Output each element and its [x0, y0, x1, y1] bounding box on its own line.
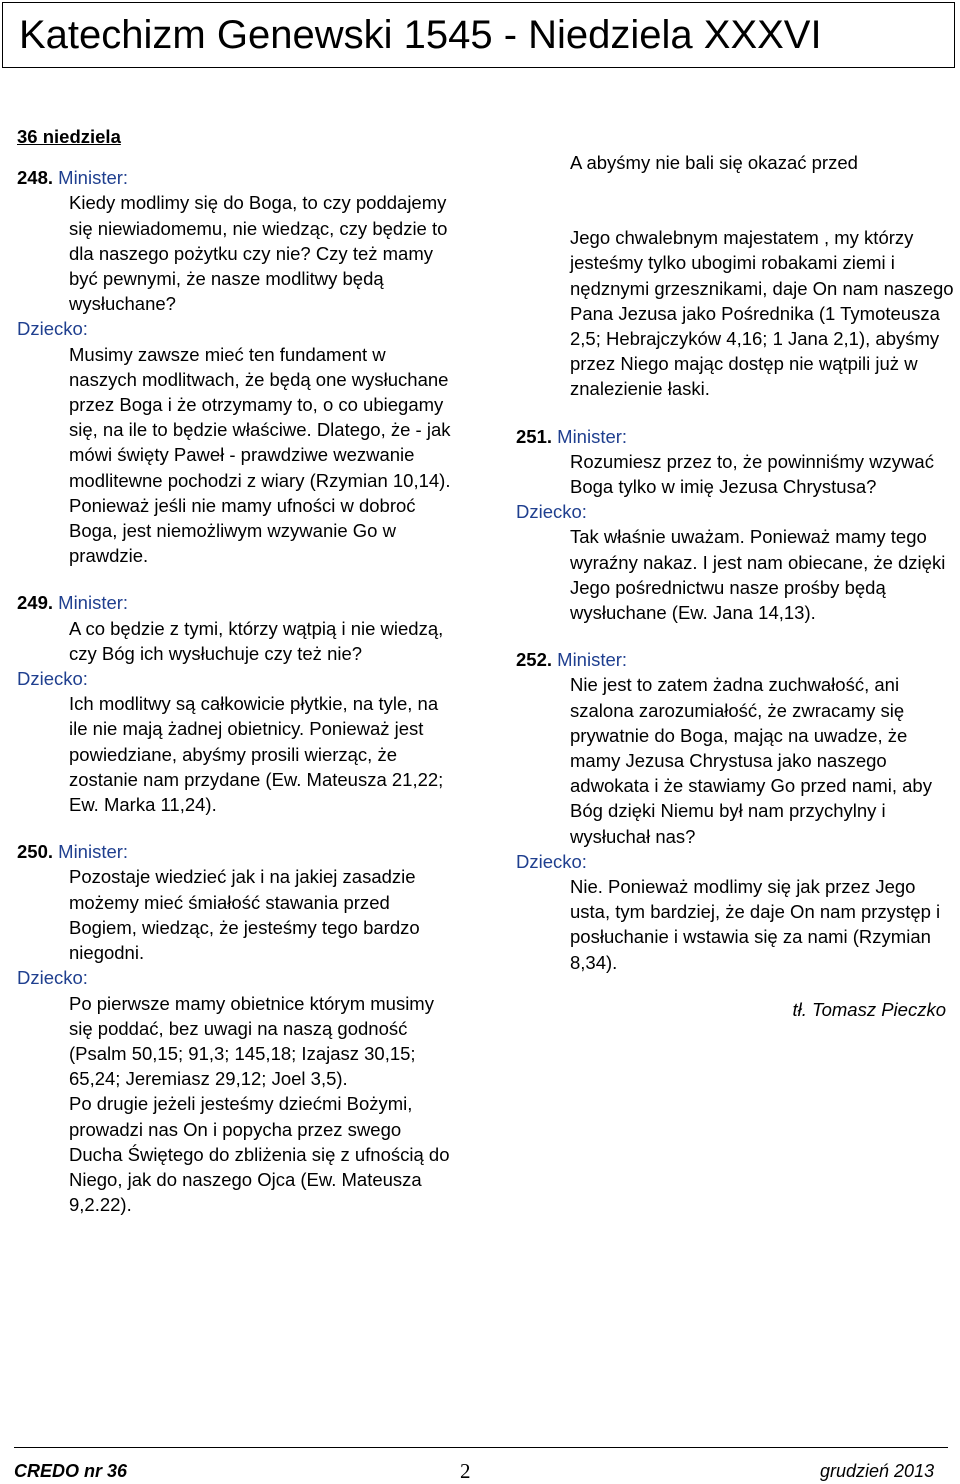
speaker-minister: Minister:	[557, 649, 628, 671]
continuation-block	[516, 150, 956, 402]
continuation-text: Jego chwalebnym majestatem , my którzy jesteśmy tylko ubogimi robakami ziemi i nędznymi grzesznikami, daje On nam naszego Pana Jezusa jako Pośrednika (1 Tymoteusza 2,5; Hebrajczyków 4,16; 1 Jana 2,1), abyśmy przez Niego mając dostęp nie wątpili już w znalezienie łaski.	[570, 227, 954, 400]
question-text: Pozostaje wiedzieć jak i na jakiej zasadzie możemy mieć śmiałość stawania przed Bogiem, wiedząc, że jesteśmy tego bardzo niegodni.	[69, 866, 420, 964]
page-number: 2	[460, 1459, 471, 1483]
section-heading: 36 niedziela	[17, 126, 121, 147]
question-text: A co będzie z tymi, którzy wątpią i nie wiedzą, czy Bóg ich wysłuchuje czy też nie?	[69, 617, 444, 664]
answer-text: Tak właśnie uważam. Ponieważ mamy tego wyraźny nakaz. I jest nam obiecane, że dzięki Jego pośrednictwu nasze prośby będą wysłuchane (Ew. Jana 14,13).	[570, 526, 946, 624]
question-label	[17, 165, 457, 190]
question-text: Kiedy modlimy się do Boga, to czy poddajemy się niewiadomemu, nie wiedząc, czy będzie to dla naszego pożytku czy nie? Czy też mamy być pewnymi, że nasze modlitwy będą wysłuchane?	[69, 192, 448, 315]
question-number: 249.	[17, 592, 54, 614]
continuation-line: A abyśmy nie bali się okazać przed	[570, 152, 858, 173]
speaker-minister: Minister:	[58, 592, 129, 614]
speaker-child: Dziecko:	[516, 850, 587, 872]
question-number: 251.	[516, 425, 553, 447]
answer-text: Ich modlitwy są całkowicie płytkie, na tyle, na ile nie mają żadnej obietnicy. Ponieważ jest powiedziane, abyśmy prosili wierząc, że zostanie nam przydane (Ew. Mateusza 21,22; Ew. Marka 11,24).	[69, 693, 444, 816]
question-label	[17, 839, 457, 864]
answer-text-part-1: Po pierwsze mamy obietnice którym musimy się poddać, bez uwagi na naszą godność (Psalm 50,15; 91,3; 145,18; Izajasz 30,15; 65,24; Jeremiasz 29,12; Joel 3,5).	[69, 992, 434, 1090]
qa-252	[516, 647, 956, 975]
footer-date: grudzień 2013	[820, 1461, 935, 1481]
speaker-minister: Minister:	[557, 425, 628, 447]
speaker-child: Dziecko:	[17, 318, 88, 340]
qa-251	[516, 424, 956, 626]
question-text: Nie jest to zatem żadna zuchwałość, ani szalona zarozumiałość, że zwracamy się prywatnie do Boga, mając na uwadze, że mamy Jezusa Chrystusa jako naszego adwokata i że stawiamy Go przed nami, aby Bóg dzięki Niemu był nam przychylny i wysłuchał nas?	[570, 674, 932, 847]
question-number: 252.	[516, 649, 553, 671]
question-label	[516, 424, 956, 449]
answer-text: Nie. Ponieważ modlimy się jak przez Jego usta, tym bardziej, że daje On nam przystęp i posłuchanie i wstawia się za nami (Rzymian 8,34).	[570, 876, 941, 973]
question-label	[17, 590, 457, 615]
header-box	[2, 2, 955, 68]
qa-249	[17, 590, 457, 817]
right-column	[516, 150, 956, 1022]
question-label	[516, 647, 956, 672]
question-number: 250.	[17, 841, 54, 863]
speaker-child: Dziecko:	[516, 501, 587, 523]
footer-publication: CREDO nr 36	[14, 1461, 128, 1481]
footer-divider	[14, 1447, 948, 1448]
answer-text: Musimy zawsze mieć ten fundament w naszych modlitwach, że będą one wysłuchane przez Boga i że otrzymamy to, o co ubiegamy się, na ile to będzie właściwe. Dlatego, że - jak mówi święty Paweł - prawdziwe wezwanie modlitewne pochodzi z wiary (Rzymian 10,14). Ponieważ jeśli nie mamy ufności w dobroć Boga, jest niemożliwym wzywanie Go w prawdzie.	[69, 343, 451, 567]
question-text: Rozumiesz przez to, że powinniśmy wzywać Boga tylko w imię Jezusa Chrystusa?	[570, 450, 934, 498]
qa-250	[17, 839, 457, 1217]
left-column	[17, 124, 457, 1239]
translator-signature: tł. Tomasz Pieczko	[792, 998, 946, 1020]
speaker-minister: Minister:	[58, 841, 129, 863]
page-title: Katechizm Genewski 1545 - Niedziela XXXVI	[19, 13, 822, 57]
question-number: 248.	[17, 167, 54, 189]
qa-248	[17, 165, 457, 568]
speaker-child: Dziecko:	[17, 967, 88, 989]
speaker-child: Dziecko:	[17, 668, 88, 690]
speaker-minister: Minister:	[58, 167, 129, 189]
answer-text-part-2: Po drugie jeżeli jesteśmy dziećmi Bożymi, prowadzi nas On i popycha przez swego Ducha Świętego do zbliżenia się z ufnością do Niego, jak do naszego Ojca (Ew. Mateusza 9,2.22).	[69, 1093, 450, 1216]
